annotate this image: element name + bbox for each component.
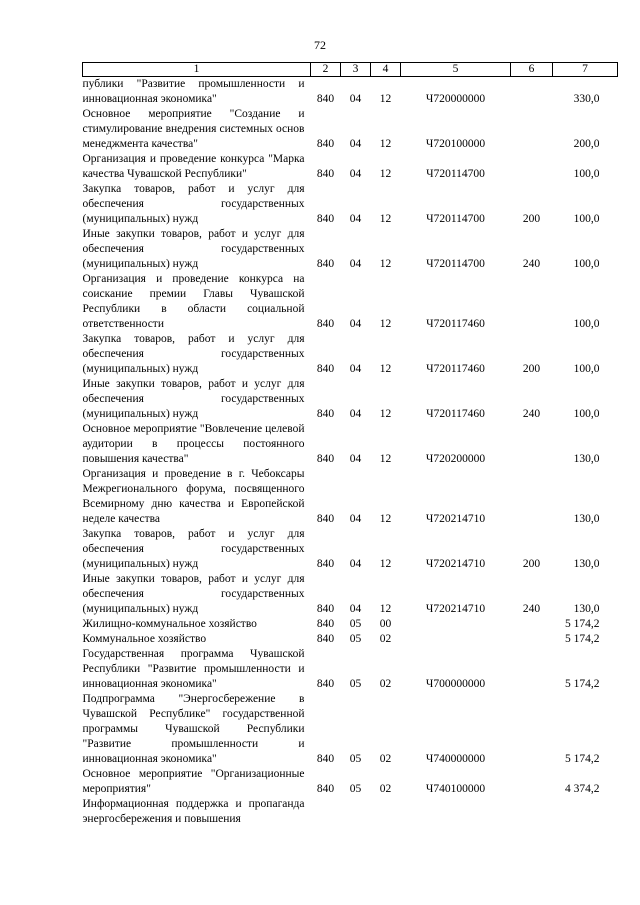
row-amount <box>553 797 618 827</box>
row-type <box>511 767 553 797</box>
table-row <box>83 572 618 617</box>
table-row <box>83 332 618 377</box>
row-amount: 200,0 <box>573 138 600 150</box>
row-amount: 100,0 <box>573 213 600 225</box>
row-section: 05 <box>349 783 362 795</box>
row-code: 840 <box>316 678 335 690</box>
row-type <box>511 692 553 767</box>
row-type <box>511 617 553 632</box>
row-subsection: 02 <box>379 783 392 795</box>
row-subsection <box>371 797 401 827</box>
row-code: 840 <box>316 453 335 465</box>
row-name: Организация и проведение конкурса на соискание премии Главы Чувашской Республики в области социальной ответственности <box>82 273 305 330</box>
row-name: Жилищно-коммунальное хозяйство <box>82 618 257 630</box>
row-subsection: 12 <box>379 318 392 330</box>
table-row <box>83 617 618 632</box>
row-name: Иные закупки товаров, работ и услуг для обеспечения государственных (муниципальных) нужд <box>82 573 305 615</box>
row-section: 04 <box>349 513 362 525</box>
row-target: Ч720214710 <box>425 513 486 525</box>
header-col-2: 2 <box>311 63 341 77</box>
row-target: Ч720117460 <box>426 408 485 420</box>
header-col-3: 3 <box>341 63 371 77</box>
row-code: 840 <box>316 618 335 630</box>
row-subsection: 12 <box>379 93 392 105</box>
row-type: 240 <box>522 258 541 270</box>
row-subsection: 02 <box>379 753 392 765</box>
row-code: 840 <box>316 408 335 420</box>
row-type: 240 <box>522 603 541 615</box>
table-row <box>83 227 618 272</box>
row-name: Информационная поддержка и пропаганда энергосбережения и повышения <box>82 798 305 825</box>
row-target: Ч720214710 <box>425 603 486 615</box>
row-target: Ч720000000 <box>425 93 486 105</box>
row-amount: 130,0 <box>573 513 600 525</box>
row-name: Организация и проведение конкурса "Марка качества Чувашской Республики" <box>82 153 305 180</box>
row-type <box>511 272 553 332</box>
row-subsection: 02 <box>379 678 392 690</box>
row-name: Основное мероприятие "Создание и стимулирование внедрения системных основ менеджмента качества" <box>82 108 305 150</box>
table-row <box>83 182 618 227</box>
row-target: Ч720114700 <box>426 258 485 270</box>
row-section: 05 <box>349 753 362 765</box>
header-col-4: 4 <box>371 63 401 77</box>
row-name: публики "Развитие промышленности и инновационная экономика" <box>82 78 305 105</box>
row-type <box>511 632 553 647</box>
budget-table <box>82 62 618 827</box>
row-amount: 5 174,2 <box>565 753 600 765</box>
table-row <box>83 467 618 527</box>
row-section: 05 <box>349 678 362 690</box>
row-section: 04 <box>349 213 362 225</box>
row-target: Ч720117460 <box>426 363 485 375</box>
row-name: Иные закупки товаров, работ и услуг для обеспечения государственных (муниципальных) нужд <box>82 228 305 270</box>
row-target: Ч720200000 <box>425 453 486 465</box>
table-body <box>83 77 618 828</box>
row-subsection: 12 <box>379 213 392 225</box>
row-type <box>511 467 553 527</box>
table-row <box>83 152 618 182</box>
row-target <box>401 632 511 647</box>
row-target: Ч740000000 <box>425 753 486 765</box>
row-section: 04 <box>349 258 362 270</box>
row-amount: 100,0 <box>573 318 600 330</box>
row-section: 04 <box>349 138 362 150</box>
row-name: Иные закупки товаров, работ и услуг для обеспечения государственных (муниципальных) нужд <box>82 378 305 420</box>
row-subsection: 12 <box>379 258 392 270</box>
row-subsection: 12 <box>379 168 392 180</box>
row-section: 04 <box>349 318 362 330</box>
row-code: 840 <box>316 168 335 180</box>
row-amount: 130,0 <box>573 603 600 615</box>
table-row <box>83 422 618 467</box>
row-subsection: 12 <box>379 138 392 150</box>
row-section: 04 <box>349 363 362 375</box>
row-name: Закупка товаров, работ и услуг для обеспечения государственных (муниципальных) нужд <box>82 333 305 375</box>
row-target: Ч720100000 <box>425 138 486 150</box>
header-col-7: 7 <box>553 63 618 77</box>
row-amount: 100,0 <box>573 408 600 420</box>
table-row <box>83 107 618 152</box>
row-code: 840 <box>316 318 335 330</box>
table-row <box>83 767 618 797</box>
row-code: 840 <box>316 93 335 105</box>
row-code: 840 <box>316 258 335 270</box>
row-amount: 5 174,2 <box>565 678 600 690</box>
row-name: Закупка товаров, работ и услуг для обеспечения государственных (муниципальных) нужд <box>82 183 305 225</box>
row-target: Ч720114700 <box>426 213 485 225</box>
row-section: 04 <box>349 603 362 615</box>
table-row <box>83 272 618 332</box>
table-row <box>83 797 618 827</box>
row-type <box>511 77 553 108</box>
row-subsection: 12 <box>379 558 392 570</box>
row-amount: 100,0 <box>573 168 600 180</box>
row-target: Ч720114700 <box>426 168 485 180</box>
row-code: 840 <box>316 783 335 795</box>
page-number: 72 <box>314 38 326 52</box>
row-subsection: 12 <box>379 513 392 525</box>
row-target <box>401 797 511 827</box>
row-amount: 5 174,2 <box>565 618 600 630</box>
row-subsection: 12 <box>379 603 392 615</box>
row-subsection: 12 <box>379 363 392 375</box>
row-type <box>511 797 553 827</box>
table-row <box>83 632 618 647</box>
row-section <box>341 797 371 827</box>
row-code: 840 <box>316 363 335 375</box>
row-amount: 330,0 <box>573 93 600 105</box>
table-row <box>83 647 618 692</box>
row-type: 200 <box>522 213 541 225</box>
row-amount: 5 174,2 <box>565 633 600 645</box>
row-section: 05 <box>349 633 362 645</box>
row-amount: 100,0 <box>573 258 600 270</box>
row-amount: 100,0 <box>573 363 600 375</box>
table-row <box>83 377 618 422</box>
row-type <box>511 647 553 692</box>
row-code: 840 <box>316 213 335 225</box>
row-section: 04 <box>349 558 362 570</box>
row-name: Подпрограмма "Энергосбережение в Чувашской Республике" государственной программы Чувашской Республики "Развитие промышленности и инновационная экономика" <box>82 693 305 765</box>
row-section: 04 <box>349 408 362 420</box>
row-subsection: 12 <box>379 453 392 465</box>
row-section: 04 <box>349 93 362 105</box>
row-name: Основное мероприятие "Вовлечение целевой аудитории в процессы постоянного повышения качества" <box>82 423 305 465</box>
table-row <box>83 692 618 767</box>
row-type <box>511 422 553 467</box>
row-target: Ч740100000 <box>425 783 486 795</box>
row-name: Организация и проведение в г. Чебоксары Межрегионального форума, посвященного Всемирному дню качества и Европейской неделе качества <box>82 468 305 525</box>
header-col-1: 1 <box>83 63 311 77</box>
row-name: Закупка товаров, работ и услуг для обеспечения государственных (муниципальных) нужд <box>82 528 305 570</box>
row-target: Ч720214710 <box>425 558 486 570</box>
row-target: Ч700000000 <box>425 678 486 690</box>
row-amount: 130,0 <box>573 453 600 465</box>
header-col-5: 5 <box>401 63 511 77</box>
row-code: 840 <box>316 753 335 765</box>
row-code <box>311 797 341 827</box>
row-code: 840 <box>316 633 335 645</box>
row-subsection: 00 <box>379 618 392 630</box>
row-code: 840 <box>316 513 335 525</box>
header-col-6: 6 <box>511 63 553 77</box>
row-section: 04 <box>349 168 362 180</box>
row-name: Коммунальное хозяйство <box>82 633 207 645</box>
table-row <box>83 527 618 572</box>
row-code: 840 <box>316 138 335 150</box>
row-name: Основное мероприятие "Организационные мероприятия" <box>82 768 305 795</box>
header-row <box>83 63 618 77</box>
row-amount: 130,0 <box>573 558 600 570</box>
row-subsection: 12 <box>379 408 392 420</box>
row-code: 840 <box>316 603 335 615</box>
row-name: Государственная программа Чувашской Республики "Развитие промышленности и инновационная экономика" <box>82 648 305 690</box>
row-section: 05 <box>349 618 362 630</box>
row-type: 200 <box>522 558 541 570</box>
row-amount: 4 374,2 <box>565 783 600 795</box>
row-type: 200 <box>522 363 541 375</box>
row-target <box>401 617 511 632</box>
row-target: Ч720117460 <box>426 318 485 330</box>
row-code: 840 <box>316 558 335 570</box>
row-type: 240 <box>522 408 541 420</box>
table-row <box>83 77 618 108</box>
row-section: 04 <box>349 453 362 465</box>
row-type <box>511 107 553 152</box>
row-type <box>511 152 553 182</box>
row-subsection: 02 <box>379 633 392 645</box>
